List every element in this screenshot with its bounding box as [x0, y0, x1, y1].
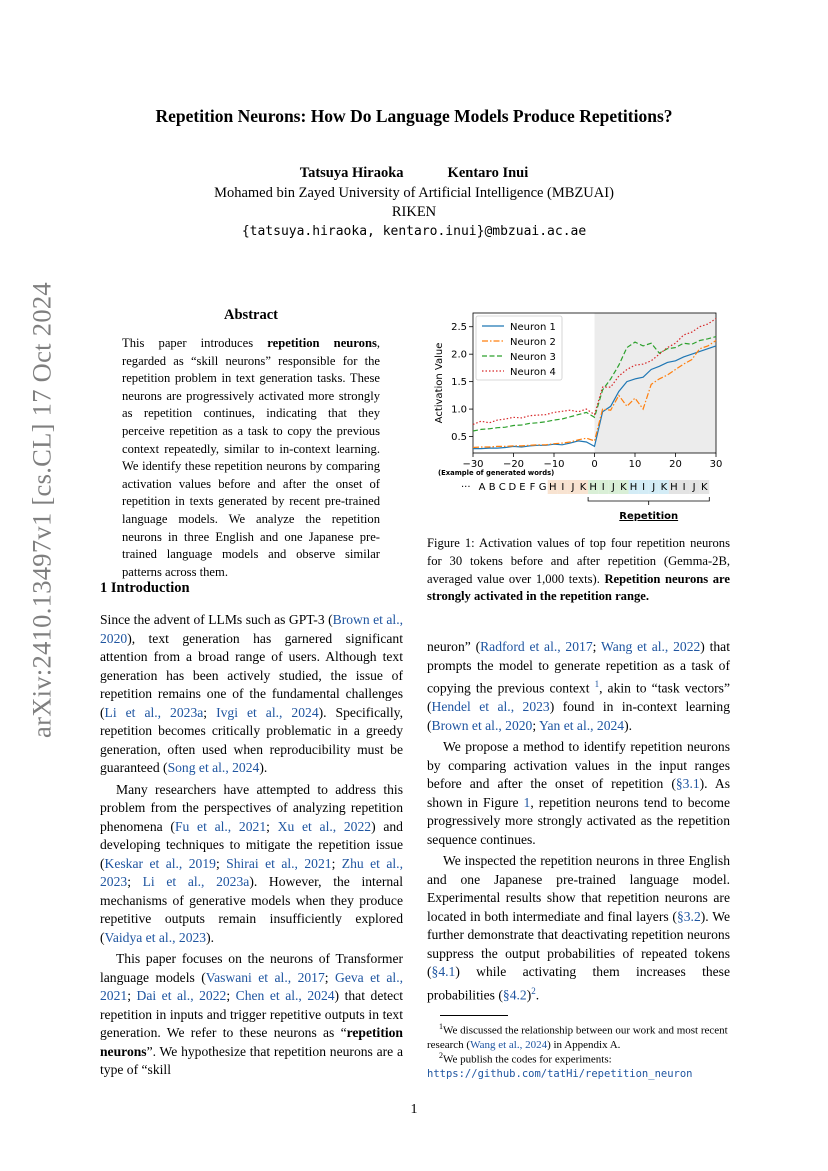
citation-link[interactable]: Brown et al., 2020 [100, 612, 403, 646]
example-token: I [561, 482, 565, 493]
arxiv-stamp-text: arXiv:2410.13497v1 [cs.CL] 17 Oct 2024 [26, 282, 57, 738]
example-token: H [589, 482, 597, 493]
citation-link[interactable]: Yan et al., 2024 [539, 717, 625, 733]
author-list [0, 165, 828, 182]
section-link[interactable]: §4.1 [431, 964, 456, 980]
citation-link[interactable]: Fu et al., 2021 [174, 818, 267, 834]
example-token: K [579, 482, 587, 493]
citation-link[interactable]: Zhu et al., 2023 [100, 855, 403, 889]
example-token: C [498, 482, 506, 493]
y-tick-label: 1.0 [451, 404, 467, 416]
intro-paragraph-3: This paper focuses on the neurons of Transformer language models (Vaswani et al., 2017; Geva et al., 2021; Dai et al., 2022; Chen et al., 2024) that detect repetition in inputs and trigger repetitive outputs in text generation. We refer to these neurons as “repetition neurons”. We hypothesize that repetition neurons are a type of “skill [100, 951, 403, 1077]
citation-link[interactable]: Geva et al., 2021 [100, 969, 403, 1003]
right-paragraph-1: neuron” (Radford et al., 2017; Wang et al., 2022) that prompts the model to generate repetition as a task of copying the previous context $^1$, akin to “task vectors” (Hendel et al., 2023) found in in-context learning (Brown et al., 2020; Yan et al., 2024). [427, 639, 730, 733]
example-token: A [478, 482, 486, 493]
right-column [427, 638, 730, 1005]
left-column [100, 611, 403, 1080]
citation-link[interactable]: Ivgi et al., 2024 [216, 704, 319, 720]
repetition-bracket [588, 497, 709, 505]
y-tick-label: 2.0 [451, 349, 467, 361]
footnote-ref-2[interactable]: 2 [531, 985, 536, 996]
repetition-label: Repetition [619, 511, 679, 522]
abstract-heading: Abstract [224, 307, 278, 323]
section-link[interactable]: §3.2 [676, 908, 701, 924]
citation-link[interactable]: Vaswani et al., 2017 [205, 969, 325, 985]
legend-label: Neuron 3 [510, 352, 556, 363]
footnote-2: $^2$We publish the codes for experiments: https://github.com/tatHi/repetition_neuron [427, 1051, 693, 1081]
citation-link[interactable]: Xu et al., 2022 [277, 818, 372, 834]
y-tick-label: 2.5 [451, 322, 467, 334]
footnote-1: $^1$We discussed the relationship between our work and most recent research (Wang et al., 2024) in Appendix A. [427, 1022, 728, 1052]
legend-label: Neuron 1 [510, 322, 556, 333]
citation-link[interactable]: Brown et al., 2020 [431, 717, 533, 733]
x-tick-label: 0 [591, 459, 598, 470]
section-link[interactable]: §4.2 [502, 987, 527, 1003]
figure-1-caption: Figure 1: Activation values of top four repetition neurons for 30 tokens before and after repetition (Gemma-2B, averaged value over 1,000 texts). Repetition neurons are strongly activated in the repetition range. [427, 536, 730, 604]
author-2: Kentaro Inui [447, 165, 529, 181]
github-url-link[interactable]: https://github.com/tatHi/repetition_neuron [427, 1068, 693, 1081]
example-token: K [620, 482, 627, 493]
author-1: Tatsuya Hiraoka [299, 165, 404, 181]
footnote-ref-1[interactable]: 1 [594, 679, 600, 689]
example-token: H [548, 482, 557, 493]
example-token: I [601, 482, 605, 493]
x-tick-label: −20 [502, 459, 525, 470]
x-tick-label: 30 [709, 459, 723, 470]
repetition-range-shade [595, 313, 717, 453]
y-tick-label: 1.5 [451, 377, 467, 389]
citation-link[interactable]: Shirai et al., 2021 [226, 855, 332, 871]
intro-paragraph-2: Many researchers have attempted to address this problem from the perspectives of analyzing repetition phenomena (Fu et al., 2021; Xu et al., 2022) and developing techniques to mitigate the repetition issue (Keskar et al., 2019; Shirai et al., 2021; Zhu et al., 2023; Li et al., 2023a). However, the internal mechanisms of generative models when they produce repetitive outputs remain insufficiently explored (Vaidya et al., 2023). [100, 781, 403, 945]
citation-link[interactable]: Chen et al., 2024 [235, 988, 335, 1003]
figure-1-chart [428, 303, 728, 525]
example-token: I [682, 482, 686, 493]
affiliation-2: RIKEN [391, 204, 437, 220]
example-token: J [571, 482, 575, 493]
example-label: (Example of generated words) [438, 469, 555, 477]
example-token: K [700, 482, 708, 493]
example-token: J [611, 482, 615, 493]
citation-link[interactable]: Vaidya et al., 2023 [104, 929, 207, 945]
citation-link[interactable]: Li et al., 2023a [142, 874, 250, 889]
citation-link[interactable]: Li et al., 2023a [104, 704, 204, 720]
citation-link[interactable]: Wang et al., 2022 [600, 639, 701, 654]
paper-title: Repetition Neurons: How Do Language Models Produce Repetitions? [155, 106, 673, 126]
example-token: J [652, 482, 656, 493]
example-token: H [670, 482, 678, 493]
right-paragraph-3: We inspected the repetition neurons in three English and one Japanese pre-trained language model. Experimental results show that repetition neurons are located in both intermediate and final layers (§3.2). We further demonstrate that deactivating repetition neurons suppress the output probabilities of repeated tokens (§4.1) while activating them increases these probabilities (§4.2)$^2$. [427, 853, 730, 1003]
example-prefix: ··· [461, 482, 471, 493]
y-tick-label: 0.5 [451, 432, 467, 444]
author-email: {tatsuya.hiraoka, kentaro.inui}@mbzuai.ac.ae [241, 224, 587, 239]
x-tick-label: 20 [669, 459, 682, 470]
abstract-body: This paper introduces repetition neurons, regarded as “skill neurons” responsible for the repetition problem in text generation tasks. These neurons are progressively activated more strongly as repetition continues, indicating that they perceive repetition as a task to copy the previous context repeatedly, similar to in-context learning. We identify these repetition neurons by comparing activation values before and after the onset of repetition in texts generated by recent pre-trained language models. We analyze the repetition neurons in three English and one Japanese pre-trained language models and observe similar patterns across them. [122, 336, 381, 579]
x-tick-label: −30 [462, 459, 484, 470]
section-heading-introduction: 1 Introduction [100, 580, 190, 596]
example-token: K [660, 482, 668, 493]
citation-link[interactable]: Wang et al., 2024 [470, 1039, 548, 1052]
affiliation-1: Mohamed bin Zayed University of Artificial Intelligence (MBZUAI) [214, 185, 614, 201]
x-tick-label: −10 [543, 459, 565, 470]
example-token: H [629, 482, 638, 493]
legend-label: Neuron 2 [510, 337, 556, 348]
arxiv-stamp [22, 140, 62, 880]
example-token: J [692, 482, 696, 493]
example-token: B [488, 482, 496, 493]
page-number: 1 [410, 1102, 418, 1117]
example-token: G [538, 482, 547, 493]
legend-label: Neuron 4 [510, 367, 556, 378]
citation-link[interactable]: Radford et al., 2017 [480, 639, 593, 654]
y-axis-label: Activation Value [434, 342, 445, 424]
citation-link[interactable]: Song et al., 2024 [167, 760, 260, 775]
figure-link[interactable]: 1 [523, 794, 531, 810]
example-token: D [508, 482, 517, 493]
footnote-rule [440, 1015, 508, 1016]
intro-paragraph-1: Since the advent of LLMs such as GPT-3 (Brown et al., 2020), text generation has garnered significant attention from a broad range of users. Although text generation has been actively studied, the issue of repetition remains one of the fundamental challenges (Li et al., 2023a; Ivgi et al., 2024). Specifically, repetition becomes critically problematic in a greedy generation, often used when reproducibility must be guaranteed (Song et al., 2024). [100, 612, 403, 775]
example-token: F [529, 482, 536, 493]
example-token: I [642, 482, 646, 493]
x-tick-label: 10 [628, 459, 642, 470]
citation-link[interactable]: Keskar et al., 2019 [104, 855, 216, 871]
example-token: E [519, 482, 526, 493]
citation-link[interactable]: Dai et al., 2022 [136, 988, 227, 1003]
right-paragraph-2: We propose a method to identify repetition neurons by comparing activation values in the input ranges before and after the onset of repetition (§3.1). As shown in Figure 1, repetition neurons tend to become progressively more strongly activated as the repetition sequence continues. [427, 739, 730, 847]
section-link[interactable]: §3.1 [675, 776, 700, 792]
citation-link[interactable]: Hendel et al., 2023 [431, 699, 550, 715]
